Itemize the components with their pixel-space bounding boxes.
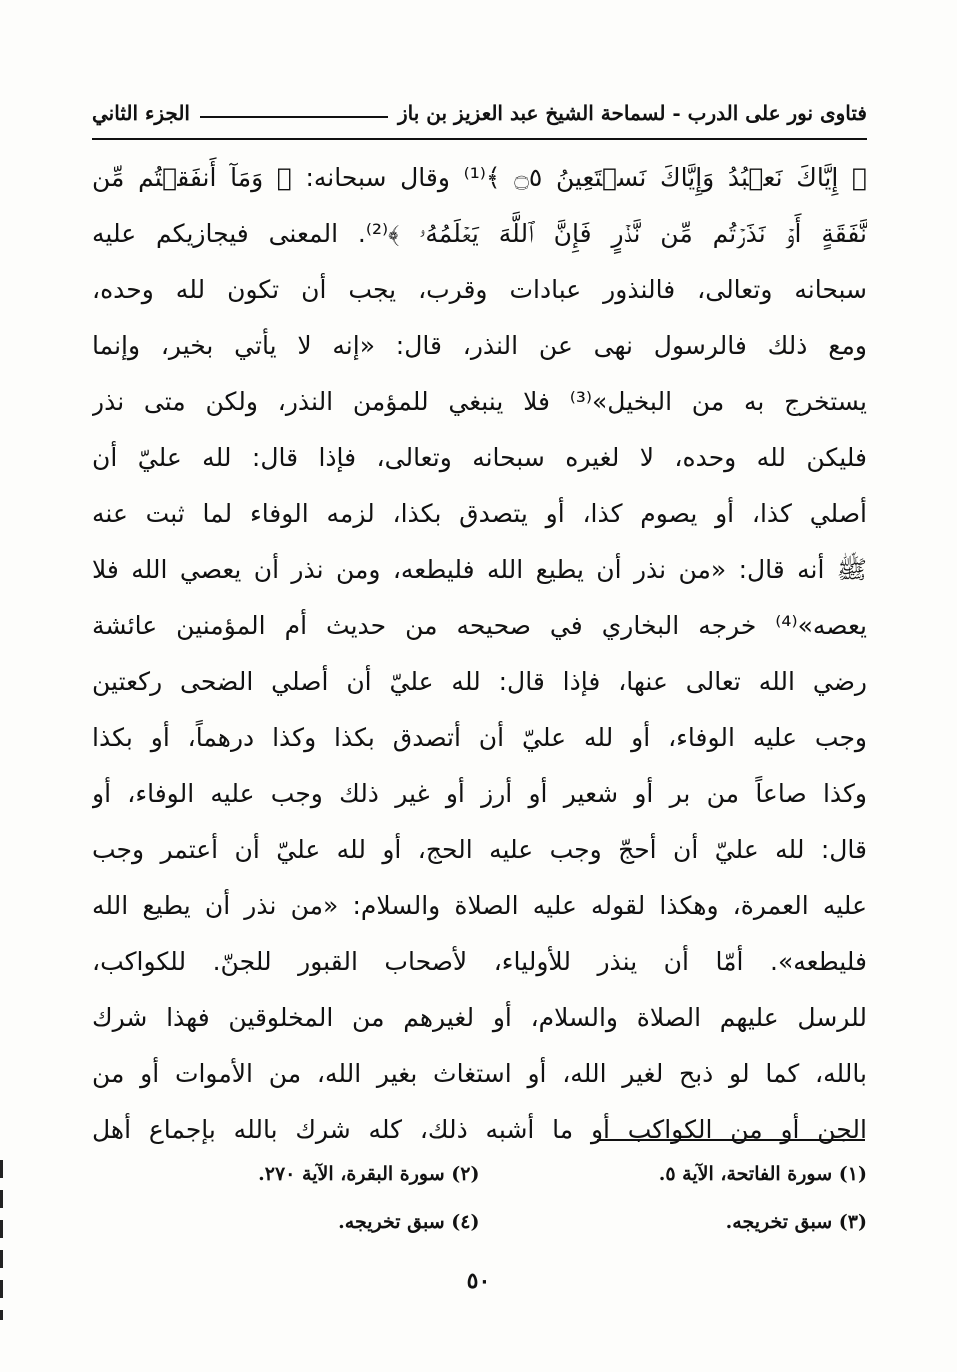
body-line: قال: لله عليّ أن أحجّ وجب عليه الحج، أو لله عليّ أن أعتمر وجب <box>92 835 867 864</box>
body-line: أصلي كذا، أو يصوم كذا، أو يتصدق بكذا، لزمه الوفاء لما ثبت عنه <box>92 499 867 528</box>
page-number: ٥٠ <box>466 1268 491 1294</box>
body-line: سبحانه وتعالى، فالنذور عبادات وقرب، يجب أن تكون لله وحده، <box>92 275 867 304</box>
body-line: ﷺ أنه قال: «من نذر أن يطيع الله فليطعه، ومن نذر أن يعصي الله فلا <box>92 555 867 584</box>
body-line: عليه العمرة، وهكذا لقوله عليه الصلاة والسلام: «من نذر أن يطيع الله <box>92 891 867 920</box>
footnote-3: (٣) سبق تخريجه. <box>725 1211 867 1233</box>
footnote-separator <box>597 1139 865 1141</box>
header-part: الجزء الثاني <box>92 101 190 125</box>
footnote-4: (٤) سبق تخريجه. <box>338 1211 480 1233</box>
body-text <box>92 150 867 1158</box>
body-line: للرسل عليهم الصلاة والسلام، أو لغيرهم من المخلوقين فهذا شرك <box>92 1003 867 1032</box>
body-line: يعصه»⁽⁴⁾ خرجه البخاري في صحيحه من حديث أم المؤمنين عائشة <box>92 611 867 640</box>
body-line: بالله، كما لو ذبح لغير الله، أو استغاث بغير الله، من الأموات أو من <box>92 1059 867 1088</box>
body-line: فليطعه». أمّا أن ينذر للأولياء، لأصحاب القبور للجنّ. للكواكب، <box>92 947 867 976</box>
body-line: الجن أو من الكواكب أو ما أشبه ذلك، كله شرك بالله بإجماع أهل <box>92 1115 867 1144</box>
header-rule <box>200 116 388 118</box>
body-line: فليكن لله وحده، لا لغيره سبحانه وتعالى، فإذا قال: لله عليّ أن <box>92 443 867 472</box>
footnote-2: (٢) سورة البقرة، الآية ٢٧٠. <box>258 1163 480 1185</box>
footnote-1: (١) سورة الفاتحة، الآية ٥. <box>658 1163 867 1185</box>
body-line: ﴿ إِيَّاكَ نَعۡبُدُ وَإِيَّاكَ نَسۡتَعِينُ ۝٥ ﴾⁽¹⁾ وقال سبحانه: ﴿ وَمَآ أَنفَقۡتُم مِّن <box>92 163 867 192</box>
body-line: نَّفَقَةٍ أَوۡ نَذَرۡتُم مِّن نَّذۡرٍ فَإِنَّ ٱللَّهَ يَعۡلَمُهُۥ ﴾⁽²⁾. المعنى فيجازيكم عليه <box>92 219 867 248</box>
body-line: يستخرج به من البخيل»⁽³⁾ فلا ينبغي للمؤمن النذر، ولكن متى نذر <box>92 387 867 416</box>
footnotes <box>92 1150 867 1246</box>
body-line: وكذا صاعاً من بر أو شعير أو أرز أو غير ذلك وجب عليه الوفاء، أو <box>92 779 867 808</box>
body-line: رضي الله تعالى عنها، فإذا قال: لله عليّ أن أصلي الضحى ركعتين <box>92 667 867 696</box>
header-title: فتاوى نور على الدرب - لسماحة الشيخ عبد العزيز بن باز <box>398 101 867 125</box>
footnote-row <box>92 1198 867 1246</box>
footnote-row <box>92 1150 867 1198</box>
body-line: وجب عليه الوفاء، أو لله عليّ أن أتصدق بكذا وكذا درهماً، أو بكذا <box>92 723 867 752</box>
binding-edge-marks <box>0 1160 3 1320</box>
body-line: ومع ذلك فالرسول نهى عن النذر، قال: «إنه لا يأتي بخير، وإنما <box>92 331 867 360</box>
header-underline <box>92 138 867 140</box>
running-header <box>92 93 867 133</box>
